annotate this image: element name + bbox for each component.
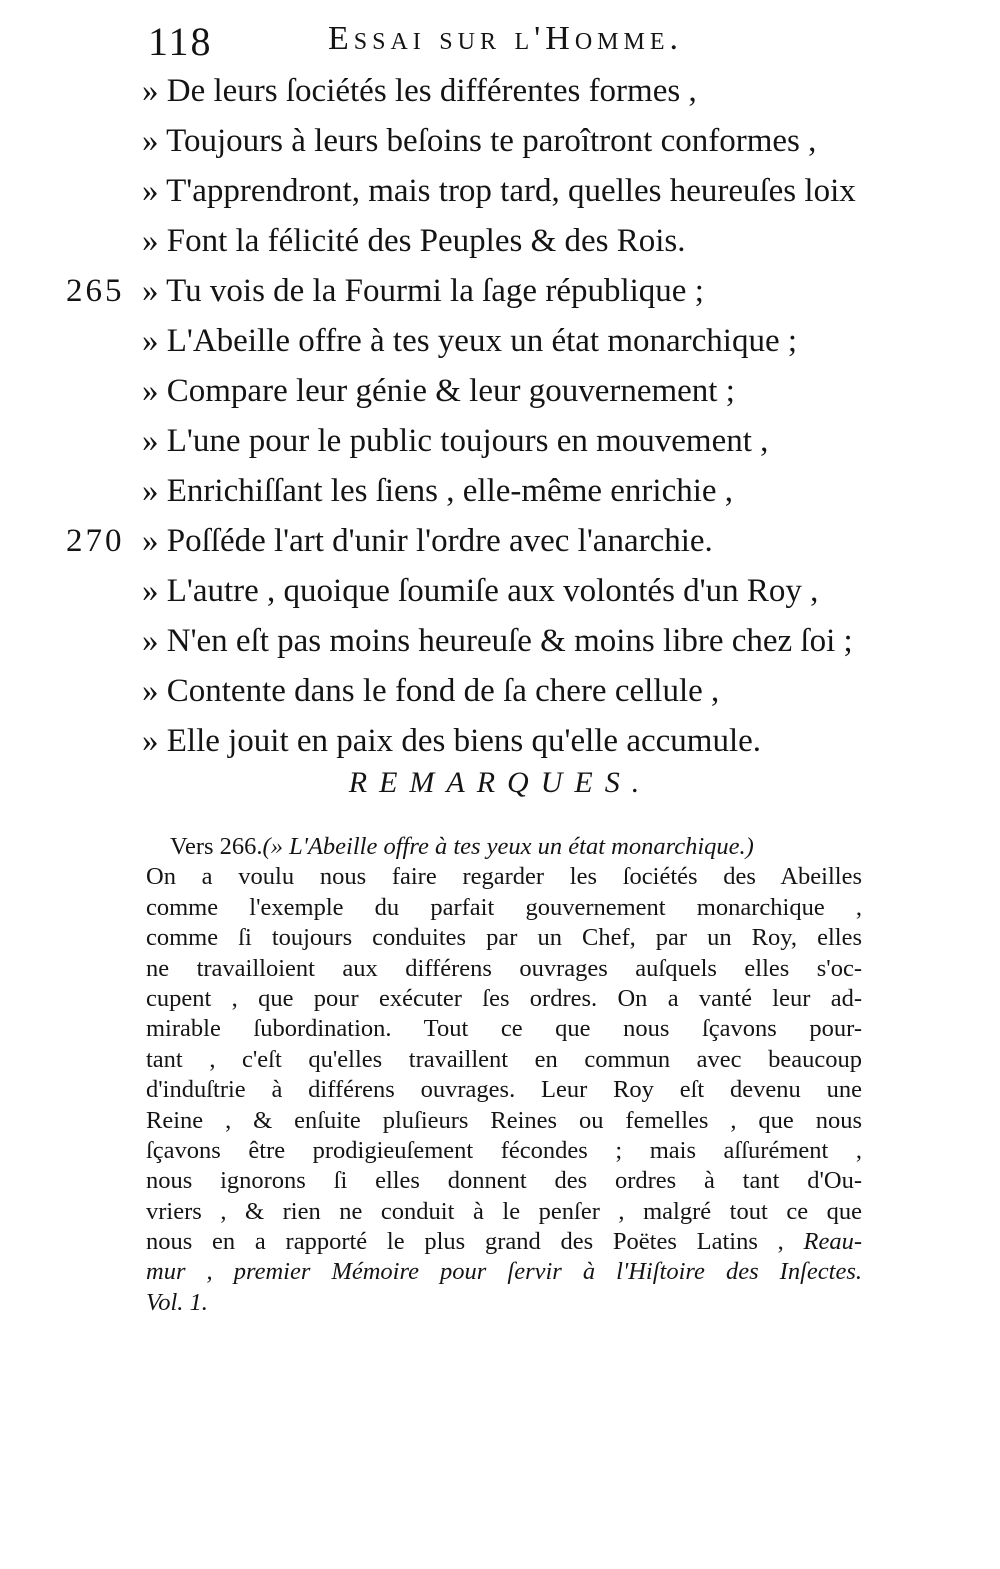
verse-text: » Tu vois de la Fourmi la ſage république ; (142, 273, 704, 309)
running-head (118, 18, 818, 62)
remark-line: tant , c'eſt qu'elles travaillent en commun avec beaucoup (146, 1045, 862, 1073)
verse-line (0, 416, 1000, 466)
verse-line (0, 166, 1000, 216)
remark-line: On a voulu nous faire regarder les ſociétés des Abeilles (146, 863, 862, 891)
remark-line (146, 1227, 862, 1257)
remark-line: mirable ſubordination. Tout ce que nous ſçavons pour- (146, 1015, 862, 1043)
verse-line (0, 216, 1000, 266)
verse-line (0, 66, 1000, 116)
verse-line (0, 266, 1000, 316)
running-title: Essai sur l'Homme. (328, 20, 683, 57)
verse-line (0, 316, 1000, 366)
verse-line (0, 566, 1000, 616)
remarks-heading: REMARQUES. (348, 766, 652, 799)
verse-block (0, 66, 1000, 766)
verse-text: » Elle jouit en paix des biens qu'elle accumule. (142, 723, 762, 759)
page-number: 118 (148, 19, 213, 64)
verse-text: » L'autre , quoique ſoumiſe aux volontés d'un Roy , (142, 573, 819, 609)
verse-text: » Compare leur génie & leur gouvernement ; (142, 373, 735, 409)
remark-line: comme l'exemple du parfait gouvernement monarchique , (146, 893, 862, 921)
verse-text: » N'en eſt pas moins heureuſe & moins libre chez ſoi ; (142, 623, 853, 659)
verse-text: » Font la félicité des Peuples & des Rois. (142, 223, 686, 259)
verse-line (0, 666, 1000, 716)
remark-line: ſçavons être prodigieuſement fécondes ; mais aſſurément , (146, 1136, 862, 1164)
verse-line (0, 716, 1000, 766)
verse-line (0, 116, 1000, 166)
verse-text: » Poſſéde l'art d'unir l'ordre avec l'anarchie. (142, 523, 713, 559)
remark-line: Reine , & enſuite pluſieurs Reines ou femelles , que nous (146, 1106, 862, 1134)
note-reference: Vers 266. (170, 833, 263, 860)
verse-text: » Enrichiſſant les ſiens , elle-même enrichie , (142, 473, 734, 509)
verse-text: » L'une pour le public toujours en mouvement , (142, 423, 769, 459)
remark-line: comme ſi toujours conduites par un Chef, par un Roy, elles (146, 924, 862, 952)
remark-line: cupent , que pour exécuter ſes ordres. On a vanté leur ad- (146, 984, 862, 1012)
verse-line (0, 366, 1000, 416)
author-name: Reau- (803, 1228, 863, 1256)
verse-text: » Contente dans le fond de ſa chere cellule , (142, 673, 720, 709)
line-number: 265 (66, 273, 125, 309)
remark-line: vriers , & rien ne conduit à le penſer , malgré tout ce que (146, 1197, 862, 1225)
remark-line: ne travailloient aux différens ouvrages auſquels elles s'oc- (146, 954, 862, 982)
verse-text: » L'Abeille offre à tes yeux un état monarchique ; (142, 323, 798, 359)
verse-line (0, 516, 1000, 566)
quoted-verse: (» L'Abeille offre à tes yeux un état monarchique.) (262, 833, 754, 860)
verse-text: » De leurs ſociétés les différentes formes , (142, 73, 697, 109)
verse-line (0, 466, 1000, 516)
remark-first-line (146, 832, 862, 862)
verse-line (0, 616, 1000, 666)
remarks-body (146, 832, 862, 1318)
remark-line: nous ignorons ſi elles donnent des ordres à tant d'Ou- (146, 1167, 862, 1195)
volume-line: Vol. 1. (146, 1288, 208, 1316)
remark-text: nous en a rapporté le plus grand des Poëtes Latins , (146, 1228, 784, 1256)
verse-text: » Toujours à leurs beſoins te paroîtront conformes , (142, 123, 817, 159)
remark-line: d'induſtrie à différens ouvrages. Leur Roy eſt devenu une (146, 1076, 862, 1104)
verse-text: » T'apprendront, mais trop tard, quelles heureuſes loix (142, 173, 856, 209)
line-number: 270 (66, 523, 125, 559)
citation-line: mur , premier Mémoire pour ſervir à l'Hiſtoire des Inſectes. (146, 1258, 862, 1286)
